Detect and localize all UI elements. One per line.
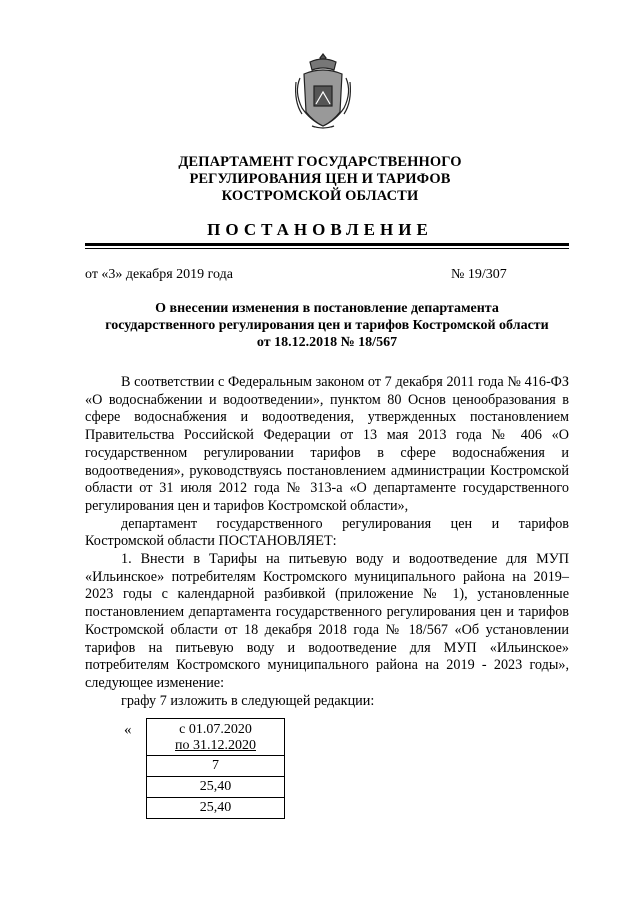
header-rule-thick <box>85 243 569 246</box>
opening-quote: « <box>124 722 132 738</box>
header-line-2: РЕГУЛИРОВАНИЯ ЦЕН И ТАРИФОВ <box>189 171 451 187</box>
paragraph-column-7: графу 7 изложить в следующей редакции: <box>121 692 375 709</box>
header-rule-thin <box>85 248 569 249</box>
table-row <box>147 798 285 819</box>
table-cell: 25,40 <box>147 777 285 798</box>
department-header <box>0 154 640 205</box>
subject-line-3: от 18.12.2018 № 18/567 <box>256 335 398 350</box>
header-period-end: по 31.12.2020 <box>175 738 256 753</box>
paragraph-item-1: 1. Внести в Тарифы на питьевую воду и водоотведение для МУП «Ильинское» потребителям Костромского муниципального района на 2019–2023 годы с календарной разбивкой (приложение № 1), установленные постановлением департамента государственного регулирования цен и тарифов Костромской области от 18 декабря 2018 года № 18/567 «Об установлении тарифов на питьевую воду и водоотведение для МУП «Ильинское» потребителям Костромского муниципального района на 2019 - 2023 годы», следующее изменение: <box>85 551 569 691</box>
paragraph-resolves: департамент государственного регулирования цен и тарифов Костромской области ПОСТАНОВЛЯЕТ: <box>85 515 569 550</box>
tariff-table <box>146 718 285 819</box>
document-type-title: ПОСТАНОВЛЕНИЕ <box>207 220 433 239</box>
table-row <box>147 756 285 777</box>
header-line-1: ДЕПАРТАМЕНТ ГОСУДАРСТВЕННОГО <box>178 154 462 170</box>
header-line-3: КОСТРОМСКОЙ ОБЛАСТИ <box>221 188 419 204</box>
coat-of-arms-icon <box>292 52 354 132</box>
table-cell: 7 <box>147 756 285 777</box>
document-body <box>85 374 569 710</box>
subject-line-1: О внесении изменения в постановление департамента <box>155 301 499 316</box>
document-number: № 19/307 <box>451 267 507 282</box>
table-header-cell <box>147 719 285 756</box>
table-row <box>147 777 285 798</box>
document-subject <box>85 300 569 351</box>
header-period-start: с 01.07.2020 <box>179 722 252 737</box>
document-date: от «3» декабря 2019 года <box>85 267 233 282</box>
table-row <box>147 719 285 756</box>
table-cell: 25,40 <box>147 798 285 819</box>
paragraph-legal-basis: В соответствии с Федеральным законом от 7 декабря 2011 года № 416-ФЗ «О водоснабжении и водоотведении», пунктом 80 Основ ценообразования в сфере водоснабжения и водоотведения, утвержденных постановлением Правительства Российской Федерации от 13 мая 2013 года № 406 «О государственном регулировании тарифов в сфере водоснабжения и водоотведения», руководствуясь постановлением администрации Костромской области от 31 июля 2012 года № 313-а «О департаменте государственного регулирования цен и тарифов Костромской области», <box>85 374 569 514</box>
subject-line-2: государственного регулирования цен и тарифов Костромской области <box>105 318 549 333</box>
